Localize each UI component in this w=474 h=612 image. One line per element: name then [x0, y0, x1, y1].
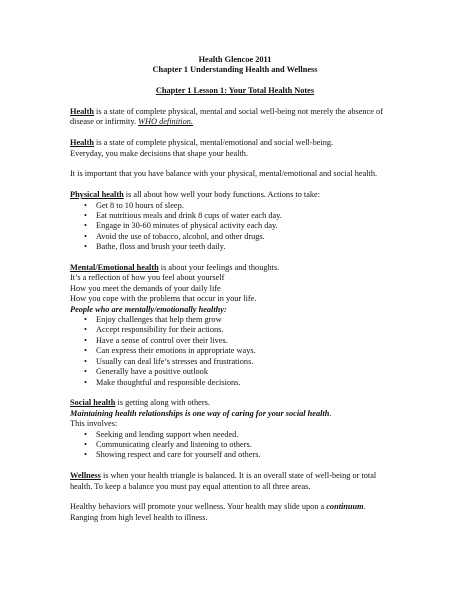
term-wellness: Wellness	[70, 471, 101, 481]
list-item: • Have a sense of control over their lives.	[70, 336, 400, 346]
social-actions-list	[70, 430, 400, 461]
social-health-intro: Social health is getting along with others.	[70, 398, 210, 408]
physical-actions-list	[70, 201, 400, 253]
list-item: • Accept responsibility for their actions.	[70, 325, 400, 335]
course-title: Health Glencoe 2011	[198, 55, 272, 64]
list-item: • Eat nutritious meals and drink 8 cups of water each day.	[70, 211, 400, 221]
list-item: • Showing respect and care for yourself and others.	[70, 450, 400, 460]
list-item: • Seeking and lending support when needed.	[70, 430, 400, 440]
term-mental-health: Mental/Emotional health	[70, 263, 159, 273]
balance-paragraph: It is important that you have balance with your physical, mental/emotional and social health.	[70, 169, 378, 179]
physical-health-intro: Physical health is all about how well your body functions. Actions to take:	[70, 190, 321, 200]
list-item: • Generally have a positive outlook	[70, 367, 400, 377]
list-item: • Usually can deal life’s stresses and frustrations.	[70, 357, 400, 367]
health-definition-who	[70, 107, 400, 128]
social-subheading: Maintaining health relationships is one way of caring for your social health.	[70, 408, 332, 418]
term-social-health: Social health	[70, 398, 116, 408]
list-item: • Avoid the use of tobacco, alcohol, and other drugs.	[70, 232, 400, 242]
term-health: Health	[70, 138, 94, 148]
definition-text: is a state of complete physical, mental/emotional and social well-being.	[93, 138, 334, 148]
document-page	[70, 55, 400, 523]
term-continuum: continuum	[326, 502, 364, 512]
behaviors-paragraph: Healthy behaviors will promote your wellness. Your health may slide upon a continuum.	[70, 502, 366, 512]
who-source: WHO definition.	[138, 117, 193, 127]
mental-traits-list	[70, 315, 400, 388]
mental-line: It’s a reflection of how you feel about yourself	[70, 273, 225, 283]
list-item: • Can express their emotions in appropriate ways.	[70, 346, 400, 356]
chapter-title: Chapter 1 Understanding Health and Wellness	[152, 65, 318, 75]
wellness-paragraph: Wellness is when your health triangle is balanced. It is an overall state of well-being or total health. To keep a balance you must pay equal attention to all three areas.	[70, 471, 377, 491]
list-item: • Engage in 30-60 minutes of physical activity each day.	[70, 221, 400, 231]
term-health: Health	[70, 107, 94, 116]
definition-text: is a state of complete physical, mental and social well-being not merely the absence of disease or infirmity.	[70, 107, 383, 127]
list-item: • Communicating clearly and listening to others.	[70, 440, 400, 450]
list-item: • Get 8 to 10 hours of sleep.	[70, 201, 400, 211]
continuum-range-line: Ranging from high level health to illness.	[70, 512, 208, 522]
list-item: • Bathe, floss and brush your teeth daily.	[70, 242, 400, 252]
mental-line: How you meet the demands of your daily life	[70, 283, 221, 293]
list-item: • Make thoughtful and responsible decisions.	[70, 378, 400, 388]
list-item: • Enjoy challenges that help them grow	[70, 315, 400, 325]
term-physical-health: Physical health	[70, 190, 124, 200]
decisions-line: Everyday, you make decisions that shape your health.	[70, 148, 249, 158]
mental-subheading: People who are mentally/emotionally healthy:	[70, 304, 227, 314]
involves-line: This involves:	[70, 419, 118, 429]
mental-line: How you cope with the problems that occur in your life.	[70, 294, 257, 304]
mental-health-intro: Mental/Emotional health is about your feelings and thoughts.	[70, 263, 280, 273]
health-definition	[70, 138, 400, 148]
lesson-title: Chapter 1 Lesson 1: Your Total Health Notes	[155, 86, 315, 96]
